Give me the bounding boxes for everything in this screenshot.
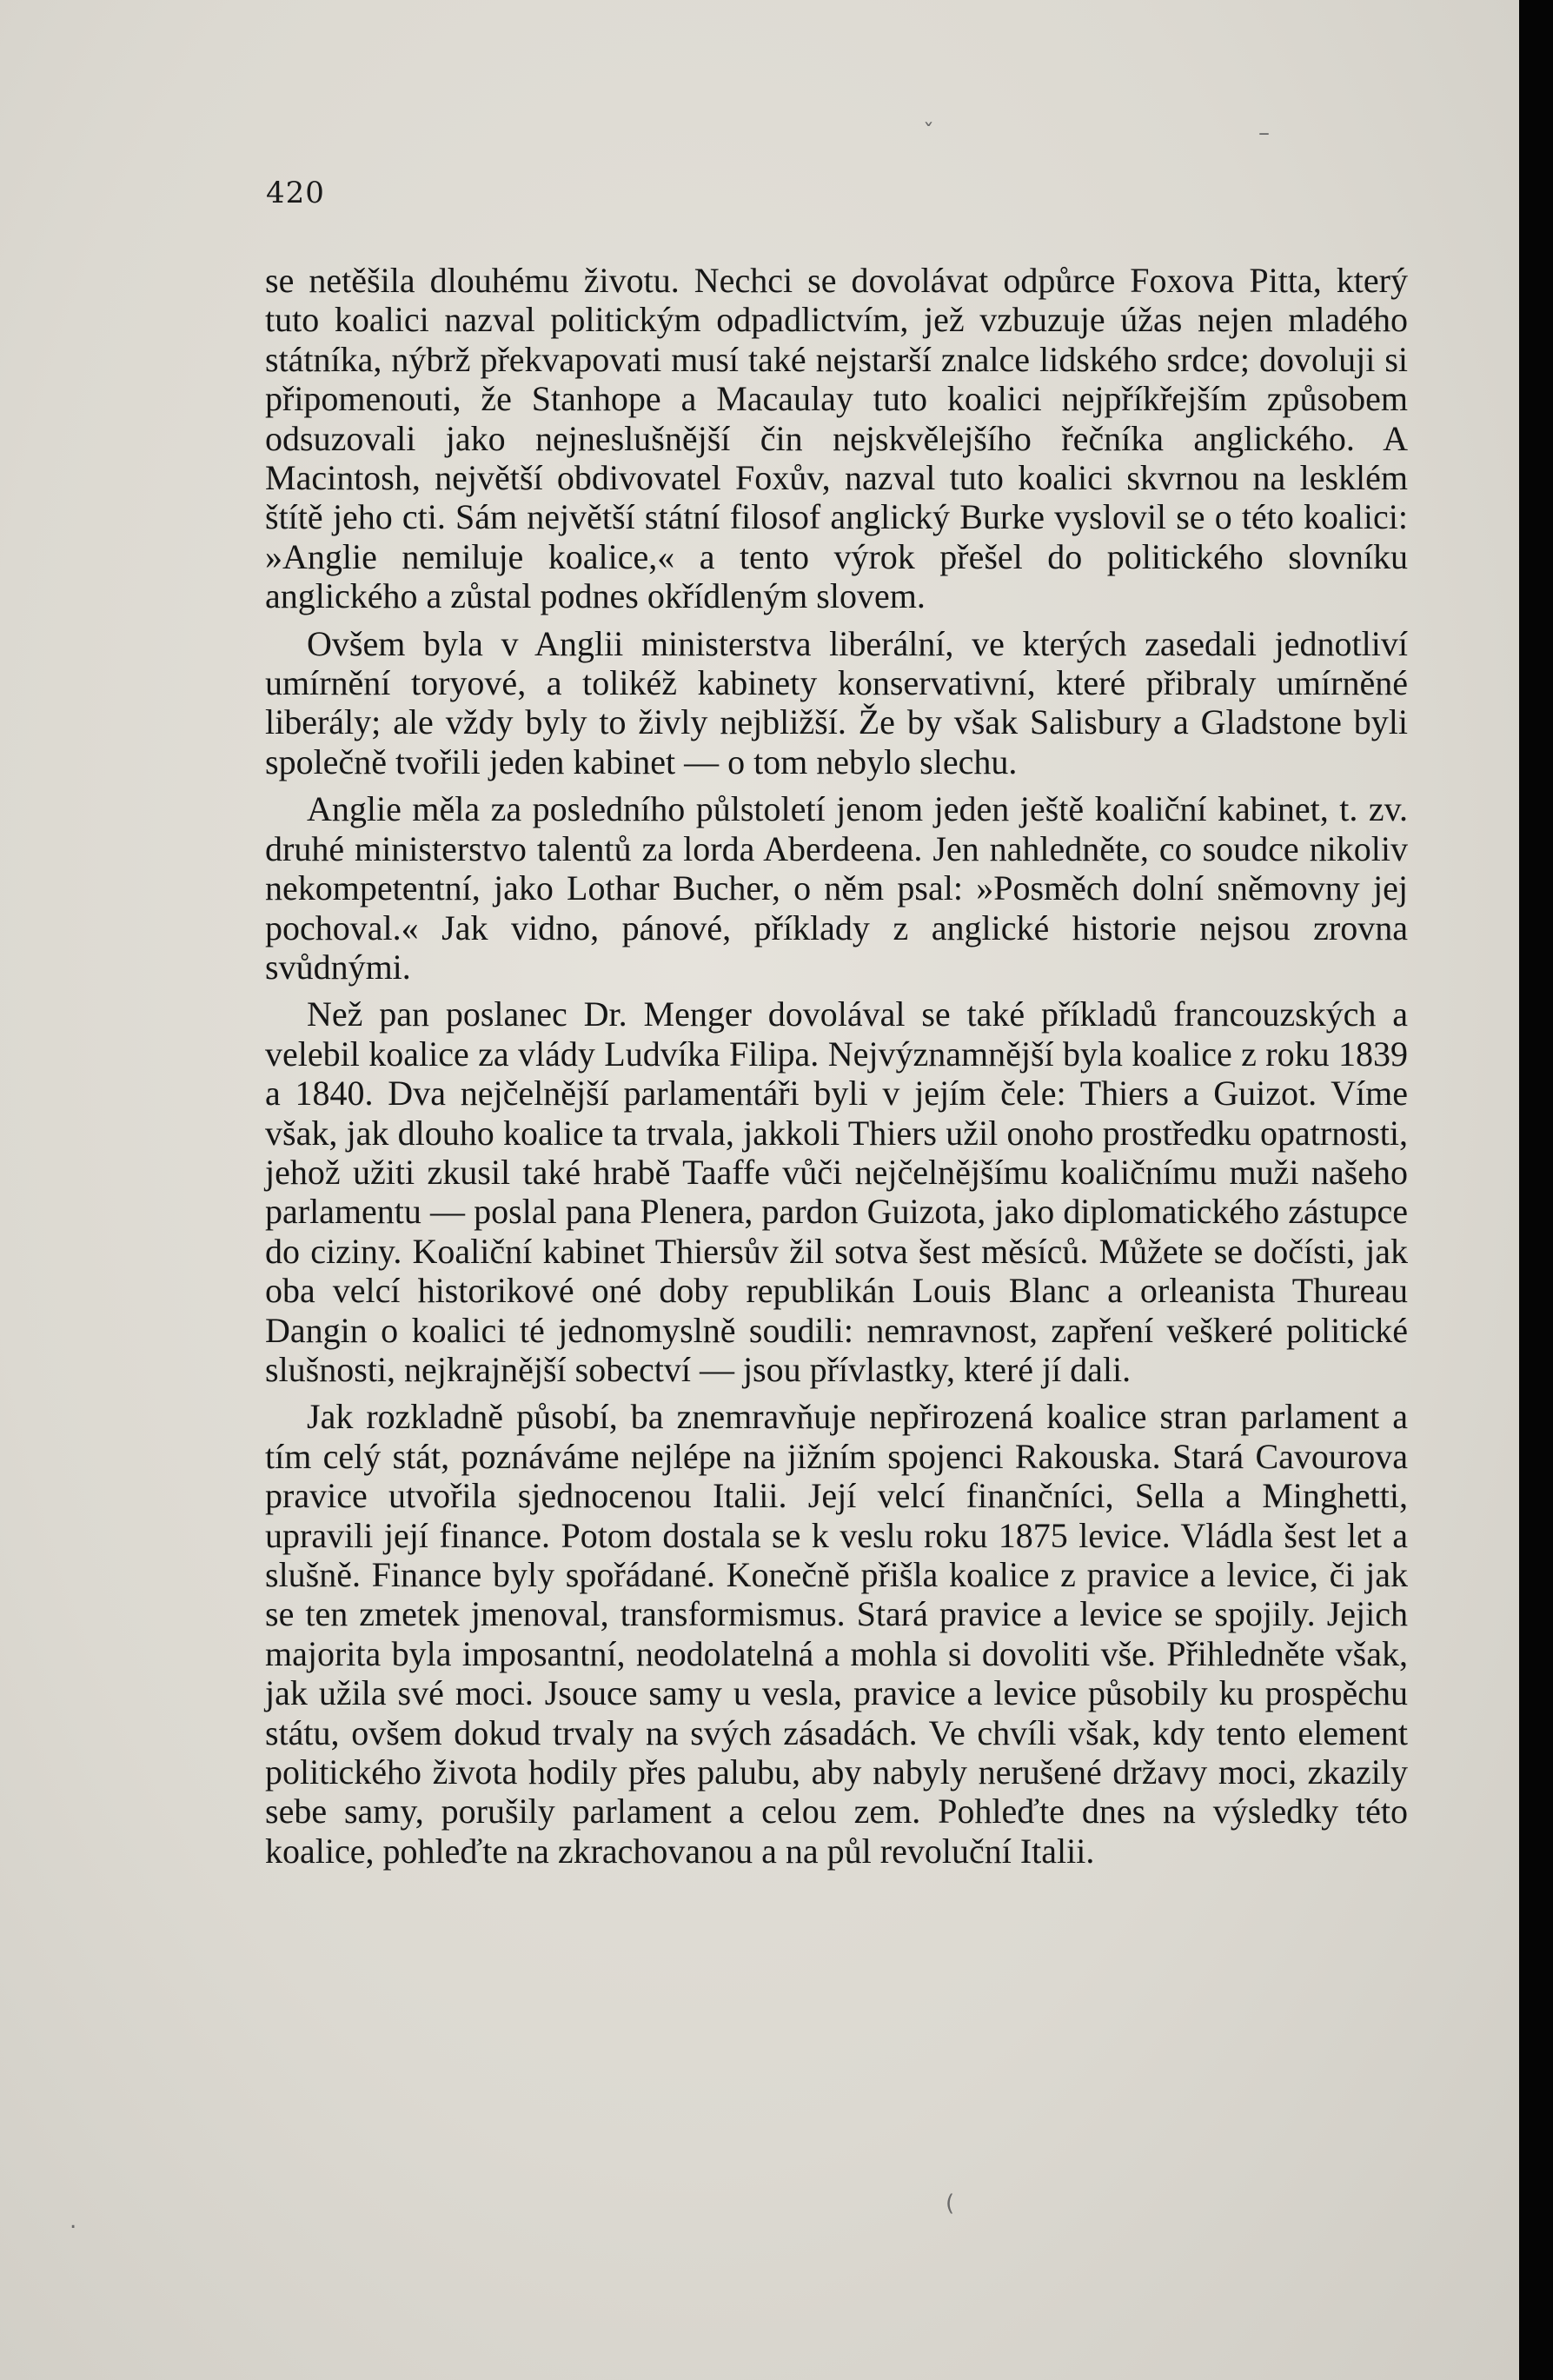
page-number: 420 — [266, 176, 325, 210]
paragraph-5: Jak rozkladně působí, ba znemravňuje nepřirozená koalice stran parlament a tím celý stát, poznáváme nejlépe na jižním spojenci Rakouska. Stará Cavourova pravice utvořila sjednocenou Italii. Její velcí finančníci, Sella a Minghetti, upravili její finance. Potom dostala se k veslu roku 1875 levice. Vládla šest let a slušně. Finance byly spořádané. Konečně přišla koalice z pravice a levice, či jak se ten zmetek jmenoval, transformismus. Stará pravice a levice se spojily. Jejich majorita byla imposantní, neodolatelná a mohla si dovoliti vše. Přihledněte však, jak užila své moci. Jsouce samy u vesla, pravice a levice působily ku prospěchu státu, ovšem dokud trvaly na svých zásadách. Ve chvíli však, kdy tento element politického života hodily přes palubu, aby nabyly nerušené državy moci, zkazily sebe samy, porušily parlament a celou zem. Pohleďte dnes na výsledky této koalice, pohleďte na zkrachovanou a na půl revoluční Italii. — [265, 1397, 1408, 1871]
scan-border — [1519, 0, 1553, 2380]
paragraph-3: Anglie měla za posledního půlstoletí jenom jeden ještě koaliční kabinet, t. zv. druhé ministerstvo talentů za lorda Aberdeena. Jen nahledněte, co soudce nikoliv nekompetentní, jako Lothar Bucher, o něm psal: »Posměch dolní sněmovny jej pochoval.« Jak vidno, pánové, příklady z anglické historie nejsou zrovna svůdnými. — [265, 789, 1408, 987]
body-text — [265, 261, 1408, 1871]
paragraph-1: se netěšila dlouhému životu. Nechci se dovolávat odpůrce Foxova Pitta, který tuto koalici nazval politickým odpadlictvím, jež vzbuzuje úžas nejen mladého státníka, nýbrž překvapovati musí také nejstarší znalce lidského srdce; dovoluji si připomenouti, že Stanhope a Macaulay tuto koalici nejpříkřejším způsobem odsuzovali jako nejneslušnější čin nejskvělejšího řečníka anglického. A Macintosh, největší obdivovatel Foxův, nazval tuto koalici skvrnou na lesklém štítě jeho cti. Sám největší státní filosof anglický Burke vyslovil se o této koalici: »Anglie nemiluje koalice,« a tento výrok přešel do politického slovníku anglického a zůstal podnes okřídleným slovem. — [265, 261, 1408, 616]
scan-speck: – — [1258, 120, 1270, 146]
scan-speck: ( — [946, 2191, 955, 2217]
scan-speck: ˇ — [923, 120, 934, 146]
paragraph-4: Než pan poslanec Dr. Menger dovolával se také příkladů francouzských a velebil koalice za vlády Ludvíka Filipa. Nejvýznamnější byla koalice z roku 1839 a 1840. Dva nejčelnější parlamentáři byli v jejím čele: Thiers a Guizot. Víme však, jak dlouho koalice ta trvala, jakkoli Thiers užil onoho prostředku opatrnosti, jehož užiti zkusil také hrabě Taaffe vůči nejčelnějšímu koaličnímu muži našeho parlamentu — poslal pana Plenera, pardon Guizota, jako diplomatického zástupce do ciziny. Koaliční kabinet Thiersův žil sotva šest měsíců. Můžete se dočísti, jak oba velcí historikové oné doby republikán Louis Blanc a orleanista Thureau Dangin o koalici té jednomyslně soudili: nemravnost, zapření veškeré politické slušnosti, nejkrajnější sobectví — jsou přívlastky, které jí dali. — [265, 994, 1408, 1389]
paragraph-2: Ovšem byla v Anglii ministerstva liberální, ve kterých zasedali jednotliví umírnění toryové, a tolikéž kabinety konservativní, které přibraly umírněné liberály; ale vždy byly to živly nejbližší. Že by však Salisbury a Gladstone byli společně tvořili jeden kabinet — o tom nebylo slechu. — [265, 623, 1408, 781]
scan-speck: . — [70, 2208, 77, 2234]
